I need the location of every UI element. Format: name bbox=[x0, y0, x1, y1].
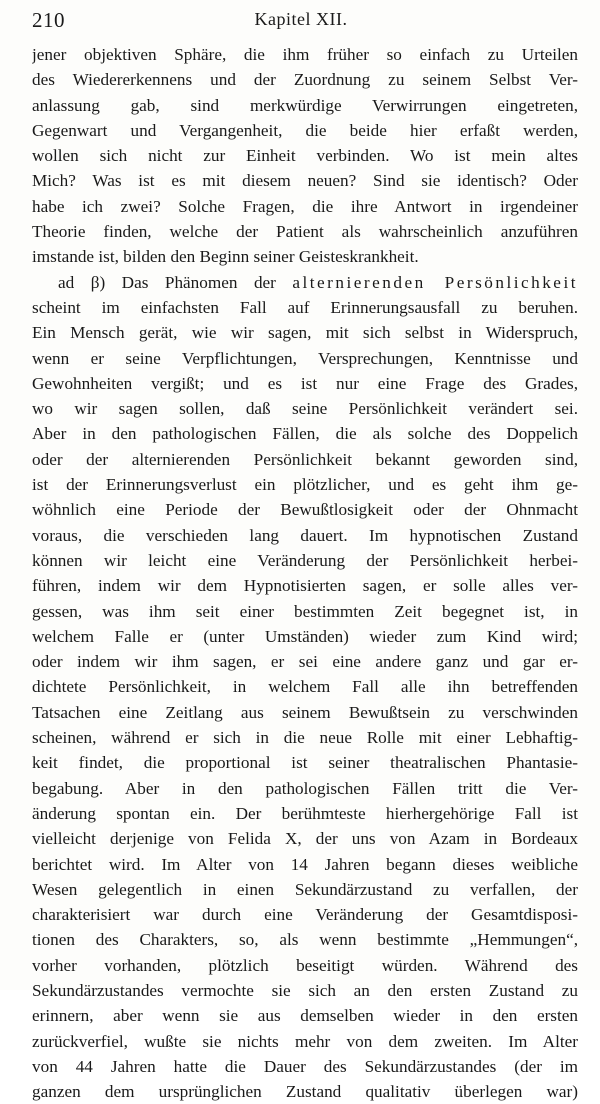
emphasized-term: alternierenden Persönlichkeit bbox=[292, 272, 578, 292]
text-line: wenn er seine Verpflichtungen, Versprechungen, Kenntnisse und bbox=[32, 348, 578, 368]
page-number: 210 bbox=[32, 8, 65, 32]
text-line: jener objektiven Sphäre, die ihm früher so einfach zu Urteilen bbox=[32, 45, 578, 64]
text-line: wo wir sagen sollen, daß seine Persönlichkeit verändert sei. bbox=[32, 399, 578, 419]
text-line: imstande ist, bilden den Beginn seiner Geisteskrankheit. bbox=[32, 247, 419, 267]
text-line: anlassung gab, sind merkwürdige Verwirrungen eingetreten, bbox=[32, 95, 578, 115]
text-line: Wesen gelegentlich in einen Sekundärzustand zu verfallen, der bbox=[32, 879, 578, 899]
text-line: Mich? Was ist es mit diesem neuen? Sind sie identisch? Oder bbox=[32, 171, 578, 191]
text-line: berichtet wird. Im Alter von 14 Jahren begann dieses weibliche bbox=[32, 854, 578, 874]
text-line: wöhnlich eine Periode der Bewußtlosigkeit oder der Ohnmacht bbox=[32, 500, 578, 520]
text-line: erinnern, aber wenn sie aus demselben wieder in den ersten bbox=[32, 1006, 578, 1026]
paragraph-start-line bbox=[32, 270, 578, 295]
text-line: welchem Falle er (unter Umständen) wieder zum Kind wird; bbox=[32, 626, 578, 646]
text-line: scheint im einfachsten Fall auf Erinnerungsausfall zu beruhen. bbox=[32, 297, 578, 317]
text-line: von 44 Jahren hatte die Dauer des Sekundärzustandes (der im bbox=[32, 1056, 578, 1076]
text-line: führen, indem wir dem Hypnotisierten sagen, er solle alles ver- bbox=[32, 576, 578, 596]
text-line: Theorie finden, welche der Patient als wahrscheinlich anzuführen bbox=[32, 222, 578, 242]
text-line: habe ich zwei? Solche Fragen, die ihre Antwort in irgendeiner bbox=[32, 196, 578, 216]
text-line: gessen, was ihm seit einer bestimmten Zeit begegnet ist, in bbox=[32, 601, 578, 621]
text-line: zurückverfiel, wußte sie nichts mehr von dem zweiten. Im Alter bbox=[32, 1031, 578, 1051]
text-line: tionen des Charakters, so, als wenn bestimmte „Hemmungen“, bbox=[32, 930, 578, 950]
text-line: charakterisiert war durch eine Veränderung der Gesamtdisposi- bbox=[32, 905, 578, 925]
text-line: voraus, die verschieden lang dauert. Im hypnotischen Zustand bbox=[32, 525, 578, 545]
running-head bbox=[32, 8, 570, 38]
text-line: keit findet, die proportional ist seiner theatralischen Phantasie- bbox=[32, 753, 578, 773]
text-line: des Wiedererkennens und der Zuordnung zu seinem Selbst Ver- bbox=[32, 70, 578, 90]
text-line: Ein Mensch gerät, wie wir sagen, mit sich selbst in Widerspruch, bbox=[32, 323, 578, 343]
chapter-title: Kapitel XII. bbox=[254, 9, 348, 29]
text-line: Aber in den pathologischen Fällen, die als solche des Doppelich bbox=[32, 424, 578, 444]
text-line: vielleicht derjenige von Felida X, der uns von Azam in Bordeaux bbox=[32, 829, 578, 849]
text-line: Sekundärzustandes vermochte sie sich an den ersten Zustand zu bbox=[32, 980, 578, 1000]
text-line: können wir leicht eine Veränderung der Persönlichkeit herbei- bbox=[32, 550, 578, 570]
text-line: wollen sich nicht zur Einheit verbinden. Wo ist mein altes bbox=[32, 146, 578, 166]
text-line: ist der Erinnerungsverlust ein plötzlicher, und es geht ihm ge- bbox=[32, 475, 578, 495]
text-line: scheinen, während er sich in die neue Rolle mit einer Lebhaftig- bbox=[32, 728, 578, 748]
line-lead-text: ad β) Das Phänomen der bbox=[58, 272, 293, 292]
text-line: begabung. Aber in den pathologischen Fällen tritt die Ver- bbox=[32, 778, 578, 798]
text-line: änderung spontan ein. Der berühmteste hierhergehörige Fall ist bbox=[32, 803, 578, 823]
body-text bbox=[32, 42, 578, 1104]
text-line: Gewohnheiten vergißt; und es ist nur eine Frage des Grades, bbox=[32, 373, 578, 393]
text-line: ganzen dem ursprünglichen Zustand qualitativ überlegen war) bbox=[32, 1082, 578, 1102]
text-line: Gegenwart und Vergangenheit, die beide hier erfaßt werden, bbox=[32, 120, 578, 140]
text-line: oder indem wir ihm sagen, er sei eine andere ganz und gar er- bbox=[32, 652, 578, 672]
text-line: oder der alternierenden Persönlichkeit bekannt geworden sind, bbox=[32, 449, 578, 469]
text-line: dichtete Persönlichkeit, in welchem Fall alle ihn betreffenden bbox=[32, 677, 578, 697]
text-line: Tatsachen eine Zeitlang aus seinem Bewußtsein zu verschwinden bbox=[32, 702, 578, 722]
text-line: vorher vorhanden, plötzlich beseitigt würden. Während des bbox=[32, 955, 578, 975]
